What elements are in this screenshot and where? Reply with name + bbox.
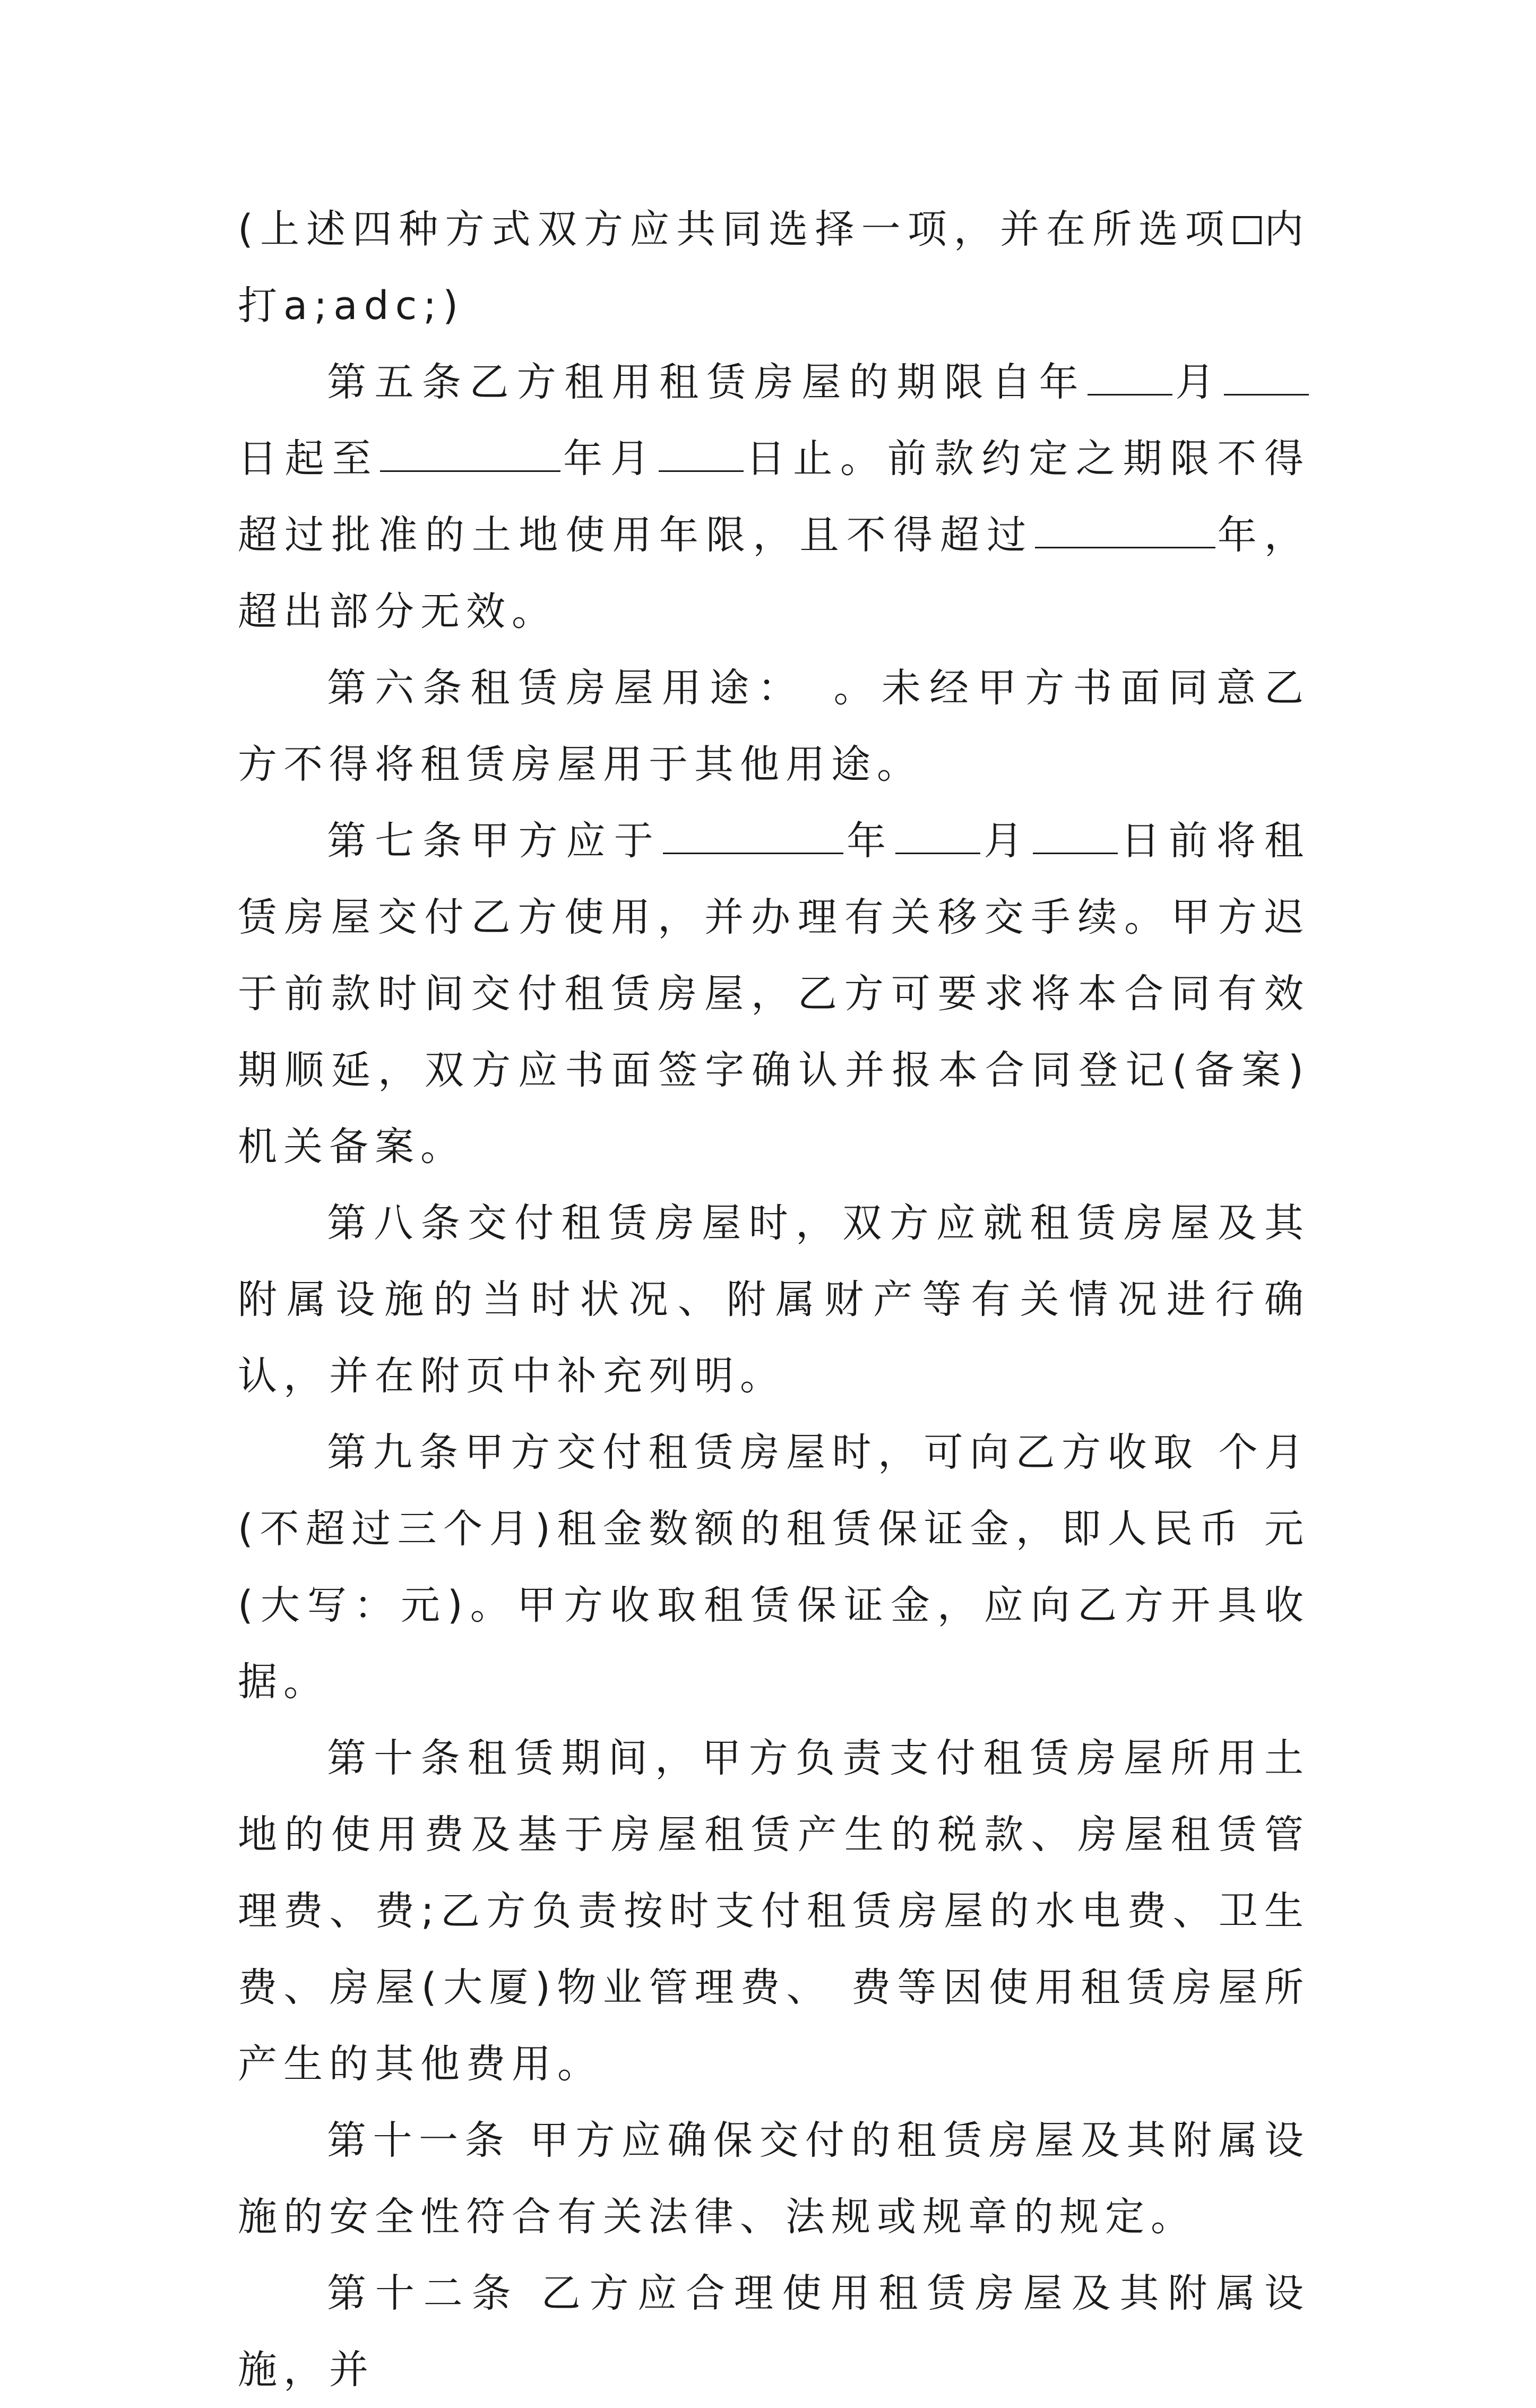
paragraph-article-12: 第十二条 乙方应合理使用租赁房屋及其附属设施，并 bbox=[238, 2271, 1310, 2393]
paragraph-text: 内打a;adc;) bbox=[238, 207, 1310, 329]
blank-line bbox=[895, 815, 980, 854]
paragraph-text: 第五条乙方租用租赁房屋的期限自年 bbox=[327, 359, 1087, 405]
blank-line bbox=[1088, 357, 1172, 395]
blank-line bbox=[1033, 815, 1118, 854]
paragraph-text: (上述四种方式双方应共同选择一项，并在所选项 bbox=[238, 207, 1231, 252]
paragraph-text: 月 bbox=[981, 818, 1032, 864]
blank-line bbox=[663, 815, 843, 854]
contract-text-body bbox=[238, 191, 1310, 2408]
paragraph-article-6: 第六条租赁房屋用途： 。未经甲方书面同意乙方不得将租赁房屋用于其他用途。 bbox=[238, 665, 1310, 787]
checkbox-icon bbox=[1233, 216, 1262, 244]
blank-line bbox=[1035, 510, 1215, 548]
paragraph-article-7 bbox=[238, 803, 1310, 1185]
blank-line bbox=[659, 433, 744, 472]
paragraph-text: 年月 bbox=[562, 436, 658, 481]
paragraph-text: 月 bbox=[1173, 359, 1223, 405]
paragraph-article-5 bbox=[238, 344, 1310, 650]
paragraph-article-10: 第十条租赁期间，甲方负责支付租赁房屋所用土地的使用费及基于房屋租赁产生的税款、房屋租赁管理费、费;乙方负责按时支付租赁房屋的水电费、卫生费、房屋(大厦)物业管理费、 费等因使用租赁房屋所产生的其他费用。 bbox=[238, 1735, 1310, 2087]
paragraph-text: 日止。前款约定之期限不得超过批准的土地使用年限，且不得超过 bbox=[238, 436, 1310, 558]
paragraph-text: 日起至 bbox=[238, 436, 379, 481]
paragraph-article-11: 第十一条 甲方应确保交付的租赁房屋及其附属设施的安全性符合有关法律、法规或规章的规定。 bbox=[238, 2118, 1310, 2240]
paragraph-article-8: 第八条交付租赁房屋时，双方应就租赁房屋及其附属设施的当时状况、附属财产等有关情况进行确认，并在附页中补充列明。 bbox=[238, 1200, 1310, 1399]
blank-line bbox=[380, 433, 560, 472]
paragraph-text: 年 bbox=[844, 818, 895, 864]
blank-line bbox=[1224, 357, 1309, 395]
paragraph-article-9: 第九条甲方交付租赁房屋时，可向乙方收取 个月(不超过三个月)租金数额的租赁保证金，即人民币 元(大写：元)。甲方收取租赁保证金，应向乙方开具收据。 bbox=[238, 1430, 1310, 1705]
paragraph-text: 年，超出部分无效。 bbox=[238, 512, 1310, 634]
paragraph-selection-note bbox=[238, 191, 1310, 344]
paragraph-text: 第七条甲方应于 bbox=[327, 818, 662, 864]
paragraph-text: 日前将租赁房屋交付乙方使用，并办理有关移交手续。甲方迟于前款时间交付租赁房屋，乙方可要求将本合同有效期顺延，双方应书面签字确认并报本合同登记(备案)机关备案。 bbox=[238, 818, 1310, 1169]
